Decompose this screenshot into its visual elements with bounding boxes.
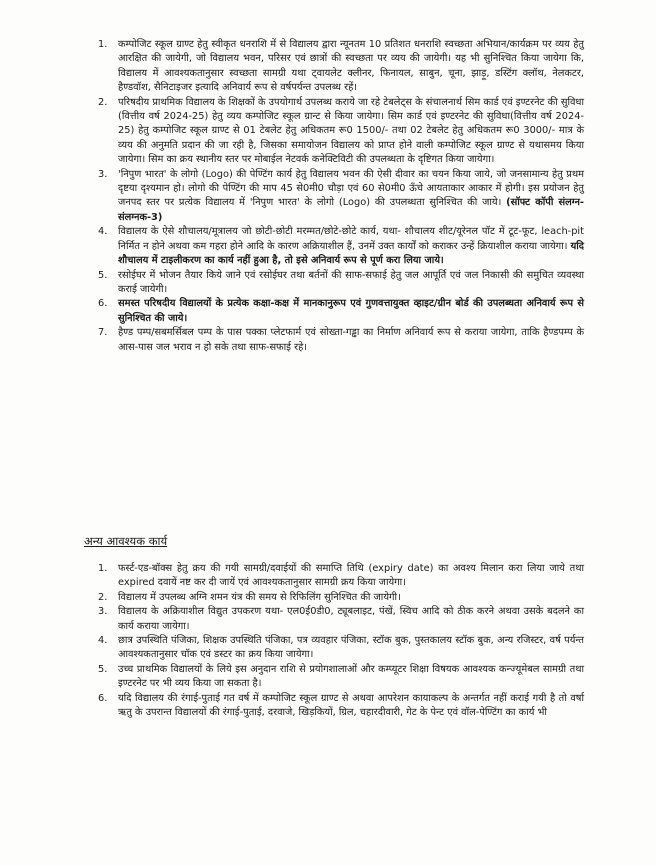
guideline-item [84, 297, 584, 326]
item-number: 6. [98, 692, 108, 704]
item-text: छात्र उपस्थिति पंजिका, शिक्षक उपस्थिति पंजिका, पत्र व्यवहार पंजिका, स्टॉक बुक, पुस्तकालय स्टॉक बुक, अन्य रजिस्टर, वर्ष पर्यन्त आवश्यकतानुसार चॉक एवं डस्टर का क्रय किया जायेगा। [118, 635, 584, 661]
item-number: 3. [98, 606, 108, 618]
item-number: 5. [98, 663, 108, 675]
item-number: 7. [98, 327, 108, 339]
guideline-item [84, 225, 584, 268]
other-task-item [84, 663, 584, 692]
guideline-item [84, 38, 584, 96]
guidelines-list [84, 38, 584, 355]
item-text: फर्स्ट-एड-बॉक्स हेतु क्रय की गयी सामग्री/दवाईयों की समाप्ति तिथि (expiry date) का अवश्य मिलान करा लिया जाये तथा expired दवायें नष्ट कर दी जायें एवं आवश्यकतानुसार सामग्री क्रय किया जायेगा। [118, 563, 584, 589]
other-task-item [84, 605, 584, 634]
item-text-bold: (सॉफ्ट कॉपी संलग्न-संलग्नक-3) [118, 197, 584, 223]
item-text-bold: यदि शौचालय में टाइलीकरण का कार्य नहीं हुआ है, तो इसे अनिवार्य रूप से पूर्ण करा लिया जाये। [118, 240, 584, 267]
guideline-item [84, 269, 584, 298]
guideline-item [84, 326, 584, 355]
other-tasks-list [84, 562, 584, 720]
item-number: 3. [98, 168, 108, 180]
item-text: रसोईघर में भोजन तैयार किये जाने एवं रसोईघर तथा बर्तनों की साफ-सफाई हेतु जल आपूर्ति एवं जल निकासी की समुचित व्यवस्था कराई जायेगी। [118, 269, 584, 295]
guideline-item [84, 168, 584, 226]
other-task-item [84, 634, 584, 663]
other-task-item [84, 692, 584, 721]
item-text: हैण्ड पम्प/सबमर्सिबल पम्प के पास पक्का प्लेटफार्म एवं सोख्ता-गड्ढा का निर्माण अनिवार्य रूप से कराया जायेगा, ताकि हैण्डपम्प के आस-पास जल भराव न हो सके तथा साफ-सफाई रहे। [118, 327, 584, 353]
item-text: विद्यालय के अक्रियाशील विद्युत उपकरण यथा- एल0ई0डी0, ट्यूबलाइट, पंखें, स्विच आदि को ठीक करने अथवा उसके बदलने का कार्य कराया जायेगा। [118, 606, 584, 632]
item-text: उच्च प्राथमिक विद्यालयों के लिये इस अनुदान राशि से प्रयोगशालाओं और कम्प्यूटर शिक्षा विषयक आवश्यक कन्ज्यूमेबल सामग्री तथा इण्टरनेट पर भी व्यय किया जा सकता है। [118, 663, 584, 690]
item-number: 4. [98, 635, 108, 647]
item-text: विद्यालय में उपलब्ध अग्नि शमन यंत्र की समय से रिफिलिंग सुनिश्चित की जायेगी। [118, 591, 401, 603]
item-number: 6. [98, 298, 108, 310]
item-text-bold: समस्त परिषदीय विद्यालयों के प्रत्येक कक्षा-कक्ष में मानकानुरूप एवं गुणवत्तायुक्त व्हाइट/ग्रीन बोर्ड की उपलब्धता अनिवार्य रूप से सुनिश्चित की जाये। [118, 298, 584, 324]
item-number: 4. [98, 226, 108, 238]
item-text: परिषदीय प्राथमिक विद्यालय के शिक्षकों के उपयोगार्थ उपलब्ध कराये जा रहे टेबलेट्स के संचालनार्थ सिम कार्ड एवं इण्टरनेट की सुविधा (वित्तीय वर्ष 2024-25) हेतु व्यय कम्पोजिट स्कूल ग्रान्ट से किया जायेगा। सिम कार्ड एवं इण्टरनेट की सुविधा(वित्तीय वर्ष 2024-25) हेतु कम्पोजिट स्कूल ग्राण्ट से 01 टेबलेट हेतु अधिकतम रू0 1500/- तथा 02 टेबलेट हेतु अधिकतम रू0 3000/- मात्र के व्यय की अनुमति प्रदान की जा रही है, जिसका समायोजन विद्यालय को प्राप्त होने वाली कम्पोजिट स्कूल ग्राण्ट से यथासमय किया जायेगा। सिम का क्रय स्थानीय स्तर पर मोबाईल नेटवर्क कनेक्टिविटी की उपलब्धता के दृष्टिगत किया जायेगा। [118, 96, 584, 166]
section-heading: अन्य आवश्यक कार्य [84, 534, 168, 548]
item-number: 2. [98, 96, 108, 108]
other-task-item [84, 591, 584, 605]
item-number: 5. [98, 269, 108, 281]
item-number: 2. [98, 591, 108, 603]
item-number: 1. [98, 39, 108, 50]
item-text: विद्यालय के ऐसे शौचालय/मूत्रालय जो छोटी-छोटी मरम्मत/छोटे-छोटे कार्य, यथा- शौचालय शीट/यूरेनल पॉट में टूट-फूट, leach-pit निर्मित न होने अथवा कम गहरा होने आदि के कारण अक्रियाशील हैं, उनमें उक्त कार्यों को कराकर उन्हें क्रियाशील कराया जायेगा। [118, 226, 584, 252]
item-text: 'निपुण भारत' के लोगो (Logo) की पेण्टिंग कार्य हेतु विद्यालय भवन की ऐसी दीवार का चयन किया जाये, जो जनसामान्य हेतु प्रथम दृष्टया दृश्यमान हो। लोगो की पेण्टिंग की माप 45 से0मी0 चौड़ा एवं 60 से0मी0 ऊँचे आयताकार आकार में होगी। इस प्रयोजन हेतु जनपद स्तर पर प्रत्येक विद्यालय में 'निपुण भारत' के लोगो (Logo) की उपलब्धता सुनिश्चित की जाये। [118, 168, 584, 209]
item-text: यदि विद्यालय की रंगाई-पुताई गत वर्ष में कम्पोजिट स्कूल ग्राण्ट से अथवा आपरेशन कायाकल्प के अन्तर्गत नहीं कराई गयी है तो वर्षा ऋतु के उपरान्त विद्यालयों की रंगाई-पुताई, दरवाजे, खिड़कियों, ग्रिल, चहारदीवारी, गेट के पेन्ट एवं वॉल-पेण्टिंग का कार्य भी [118, 692, 584, 719]
other-task-item [84, 562, 584, 591]
item-text: कम्पोजिट स्कूल ग्राण्ट हेतु स्वीकृत धनराशि में से विद्यालय द्वारा न्यूनतम 10 प्रतिशत धनराशि स्वच्छता अभियान/कार्यक्रम पर व्यय हेतु आरक्षित की जायेगी, जो विद्यालय भवन, परिसर एवं छात्रों की स्वच्छता पर व्यय की जायेगी। यह भी सुनिश्चित किया जायेगा कि, विद्यालय में आवश्यकतानुसार स्वच्छता सामग्री यथा ट्वायलेट क्लीनर, फिनायल, साबुन, चूना, झाड़ू, डस्टिंग क्लॉथ, नेलकटर, हैण्डवॉश, सैनिटाइजर इत्यादि अनिवार्य रूप से वर्षपर्यन्त उपलब्ध रहें। [118, 39, 584, 94]
guideline-item [84, 96, 584, 168]
item-number: 1. [98, 563, 108, 574]
